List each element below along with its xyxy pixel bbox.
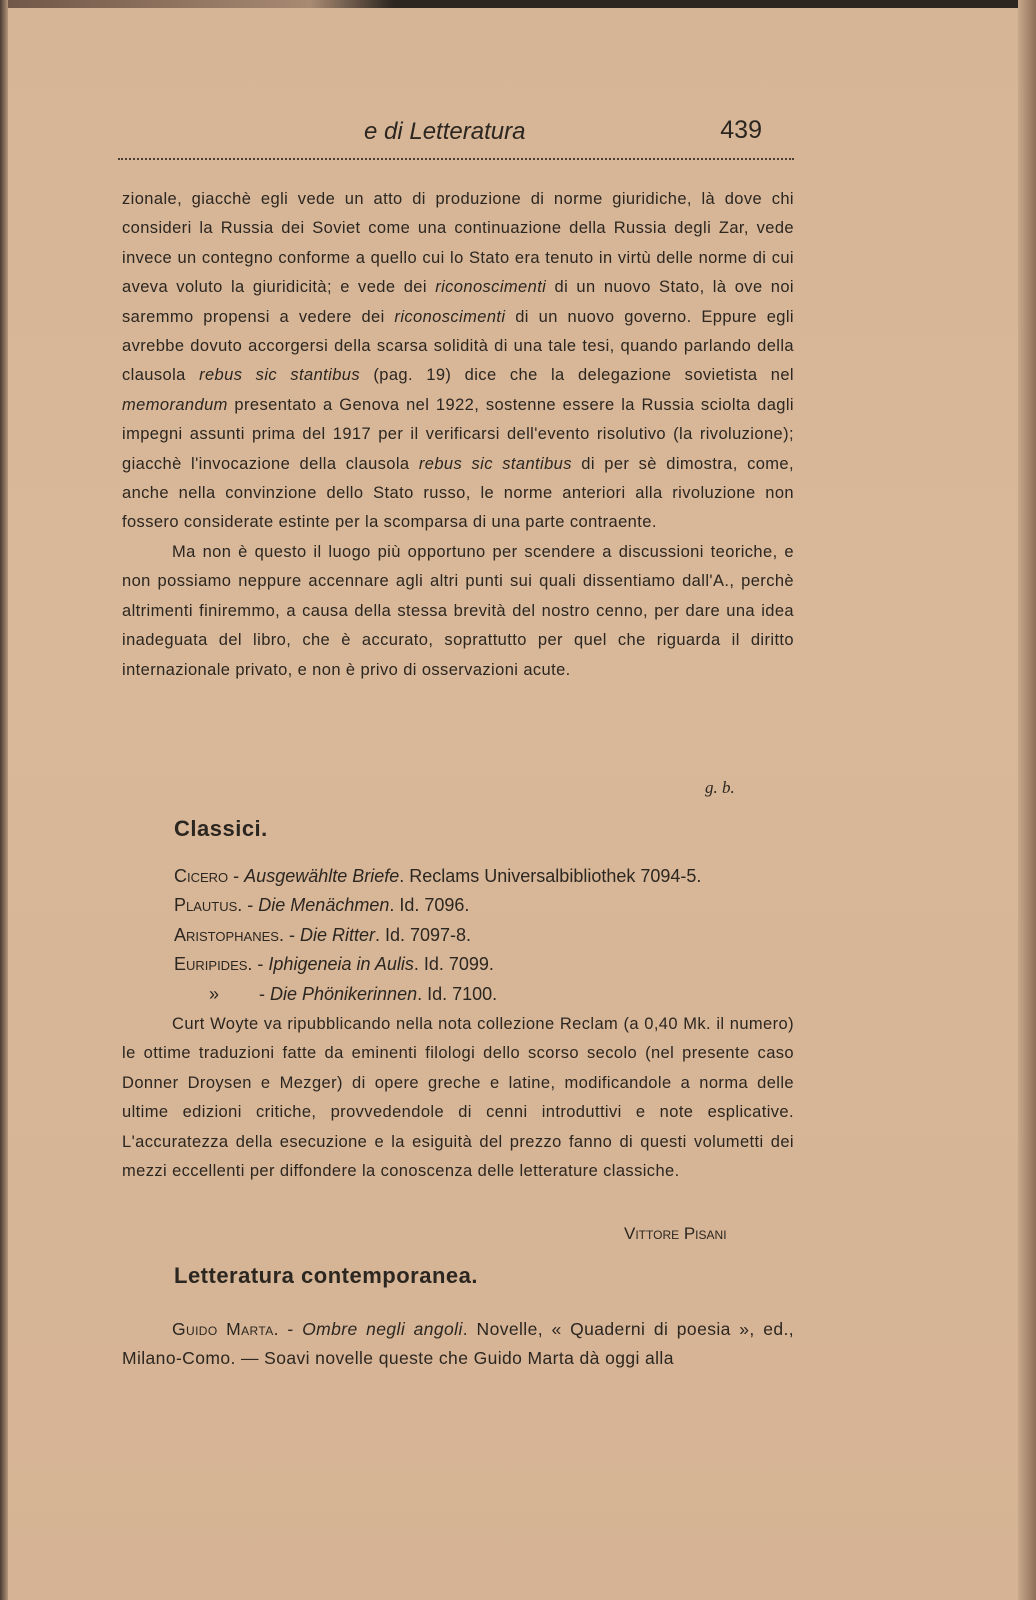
book-entry xyxy=(174,950,701,979)
text-segment: (pag. 19) dice che la delegazione sovietista nel xyxy=(360,366,794,385)
book-title: Ombre negli angoli xyxy=(302,1319,463,1339)
book-entry xyxy=(174,980,701,1009)
book-title: Die Ritter xyxy=(299,924,375,945)
paragraph-1 xyxy=(122,185,794,538)
separator: - xyxy=(228,866,245,886)
book-title: Iphigeneia in Aulis xyxy=(268,954,414,975)
book-author: Aristophanes xyxy=(174,924,279,945)
review-signature-initials: g. b. xyxy=(705,778,735,797)
text-segment: di un nuovo governo. Eppure egli avrebbe dovuto accorgersi della scarsa solidità di una tale tesi, quando parlando della clausola xyxy=(122,307,794,385)
book-author: Euripides xyxy=(174,954,248,975)
page-header xyxy=(122,118,794,158)
emphasis: rebus sic stantibus xyxy=(199,366,361,385)
text-segment: zionale, giacchè egli vede un atto di produzione di norme giuridiche, là dove chi consideri la Russia dei Soviet come una continuazione della Russia degli Zar, vede invece un contegno conforme a quello cui lo Stato era tenuto in virtù delle norme di cui aveva voluto la giuridicità; e vede dei xyxy=(122,190,794,297)
separator: . - xyxy=(237,895,259,916)
book-entry xyxy=(174,891,701,920)
book-entry xyxy=(174,921,701,950)
classici-paragraph: Curt Woyte va ripubblicando nella nota collezione Reclam (a 0,40 Mk. il numero) le ottime traduzioni fatte da eminenti filologi dello scorso secolo (nel presente caso Donner Droysen e Mezger) di opere greche e latine, modificandole a norma delle ultime edizioni critiche, provvedendole di cenni introduttivi e note esplicative. L'accuratezza della esecuzione e la esiguità del prezzo fanno di questi volumetti dei mezzi eccellenti per diffondere la conoscenza delle letterature classiche. xyxy=(122,1015,794,1181)
emphasis: memorandum xyxy=(122,395,228,414)
book-details: . Id. 7100. xyxy=(417,983,498,1004)
text-segment: presentato a Genova nel 1922, sostenne essere la Russia sciolta dagli impegni assunti prima del 1917 per il verificarsi dell'evento risolutivo (la rivoluzione); giacchè l'invocazione della clausola xyxy=(122,395,794,473)
book-entry xyxy=(174,862,701,891)
paragraph-2: Ma non è questo il luogo più opportuno per scendere a discussioni teoriche, e non possiamo neppure accennare agli altri punti sui quali dissentiamo dall'A., perchè altrimenti finiremmo, a causa della stessa brevità del nostro cenno, per dare una idea inadeguata del libro, che è accurato, soprattutto per quel che riguarda il diritto internazionale privato, e non è privo di osservazioni acute. xyxy=(122,542,794,679)
page-number: 439 xyxy=(720,116,762,144)
classici-review xyxy=(122,1010,794,1186)
separator: - xyxy=(254,983,270,1004)
running-title: e di Letteratura xyxy=(364,118,526,145)
separator: . - xyxy=(247,954,269,975)
ditto-mark: » xyxy=(208,983,219,1004)
review-continuation xyxy=(122,185,794,685)
emphasis: rebus sic stantibus xyxy=(418,454,572,473)
text-segment: di un nuovo Stato, là ove noi saremmo propensi a vedere dei xyxy=(122,278,794,326)
letteratura-paragraph xyxy=(122,1315,794,1374)
book-title: Die Phönikerinnen xyxy=(270,983,418,1004)
book-list xyxy=(174,862,701,1009)
book-author: Guido Marta xyxy=(172,1319,274,1339)
section-title-classici: Classici. xyxy=(174,816,268,841)
book-details: . Id. 7099. xyxy=(413,954,494,975)
page-right-edge xyxy=(1018,0,1036,1600)
book-details: . Id. 7097-8. xyxy=(374,924,472,945)
book-author: Plautus xyxy=(174,895,238,916)
book-details: . Novelle, « Quaderni di poesia », ed., Milano-Como. — Soavi novelle queste che Guido Marta dà oggi alla xyxy=(122,1319,794,1369)
book-details: . Reclams Universalbibliothek 7094-5. xyxy=(399,866,702,886)
book-title: Ausgewählte Briefe xyxy=(244,866,400,886)
emphasis: riconoscimenti xyxy=(435,278,547,297)
review-signature: Vittore Pisani xyxy=(624,1224,727,1243)
letteratura-entry xyxy=(122,1315,794,1374)
section-title-letteratura: Letteratura contemporanea. xyxy=(174,1263,478,1288)
separator: . - xyxy=(273,1319,303,1339)
emphasis: riconoscimenti xyxy=(394,307,506,326)
book-author: Cicero xyxy=(174,866,229,886)
book-details: . Id. 7096. xyxy=(389,895,470,916)
header-divider xyxy=(118,158,794,160)
book-title: Die Menächmen xyxy=(258,895,390,916)
page-top-edge xyxy=(0,0,1036,8)
separator: . - xyxy=(278,924,300,945)
text-segment: di per sè dimostra, come, anche nella convinzione dello Stato russo, le norme anteriori alla rivoluzione non fossero considerate estinte per la scomparsa di una parte contraente. xyxy=(122,454,794,532)
page-left-edge xyxy=(0,0,8,1600)
